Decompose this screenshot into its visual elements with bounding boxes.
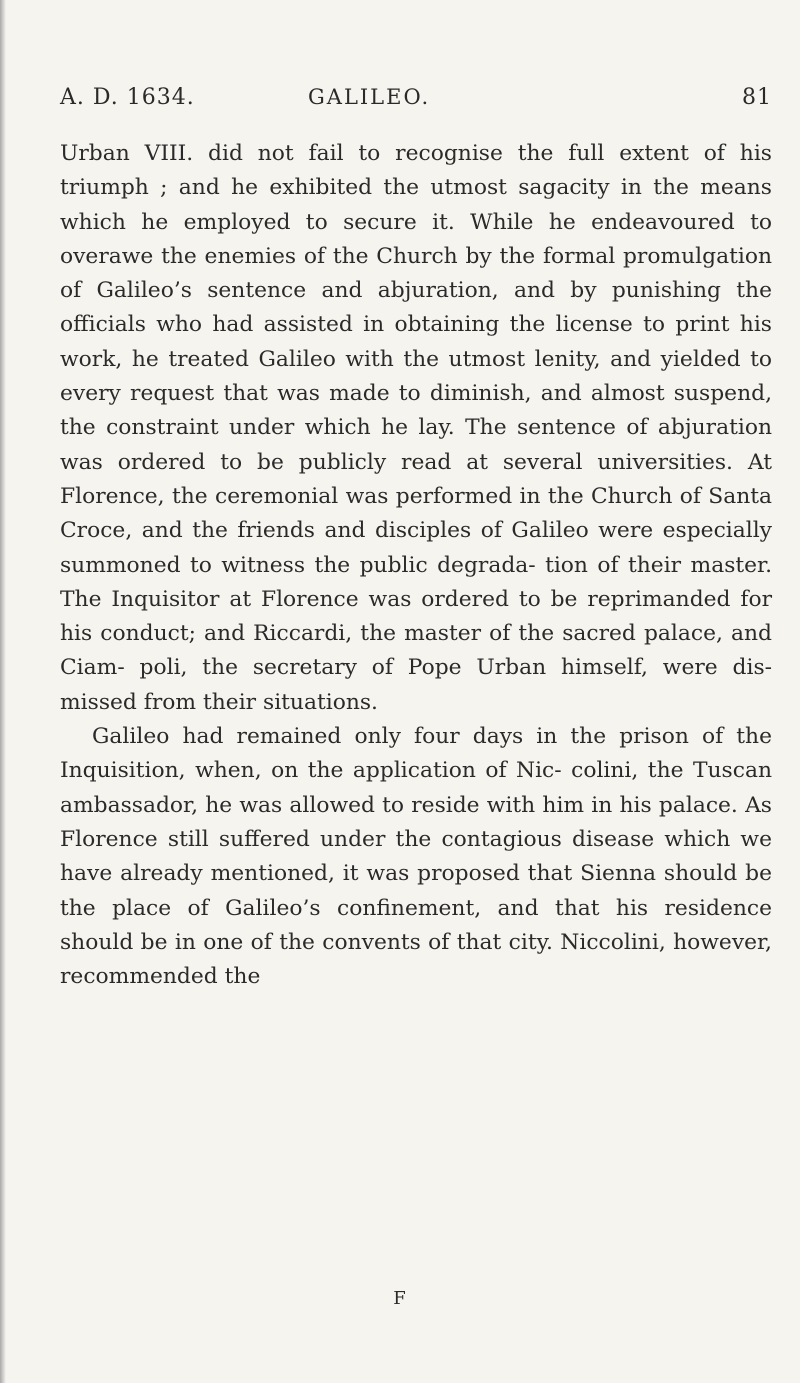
page-number: 81 [742,85,772,110]
body-text [60,137,772,994]
page-binding-edge [0,0,6,1383]
signature-mark: F [393,1288,407,1309]
header-year: A. D. 1634. [60,85,195,110]
running-header [60,85,772,125]
paragraph-1: Urban VIII. did not fail to recognise the full extent of his triumph ; and he exhibited the utmost sagacity in the means which he employed to secure it. While he endeavoured to overawe the enemies of the Church by the formal promulgation of Galileo’s sentence and abjuration, and by punishing the officials who had assisted in obtaining the license to print his work, he treated Galileo with the utmost lenity, and yielded to every request that was made to diminish, and almost suspend, the constraint under which he lay. The sentence of abjuration was ordered to be publicly read at several universities. At Florence, the ceremonial was performed in the Church of Santa Croce, and the friends and disciples of Galileo were especially summoned to witness the public degrada- tion of their master. The Inquisitor at Florence was ordered to be reprimanded for his conduct; and Riccardi, the master of the sacred palace, and Ciam- poli, the secretary of Pope Urban himself, were dis- missed from their situations. [60,141,772,715]
header-title: GALILEO. [308,85,431,109]
paragraph-2: Galileo had remained only four days in the prison of the Inquisition, when, on the application of Nic- colini, the Tuscan ambassador, he was allowed to reside with him in his palace. As Florence still suffered under the contagious disease which we have already mentioned, it was proposed that Sienna should be the place of Galileo’s confinement, and that his residence should be in one of the convents of that city. Niccolini, however, recommended the [60,724,772,990]
